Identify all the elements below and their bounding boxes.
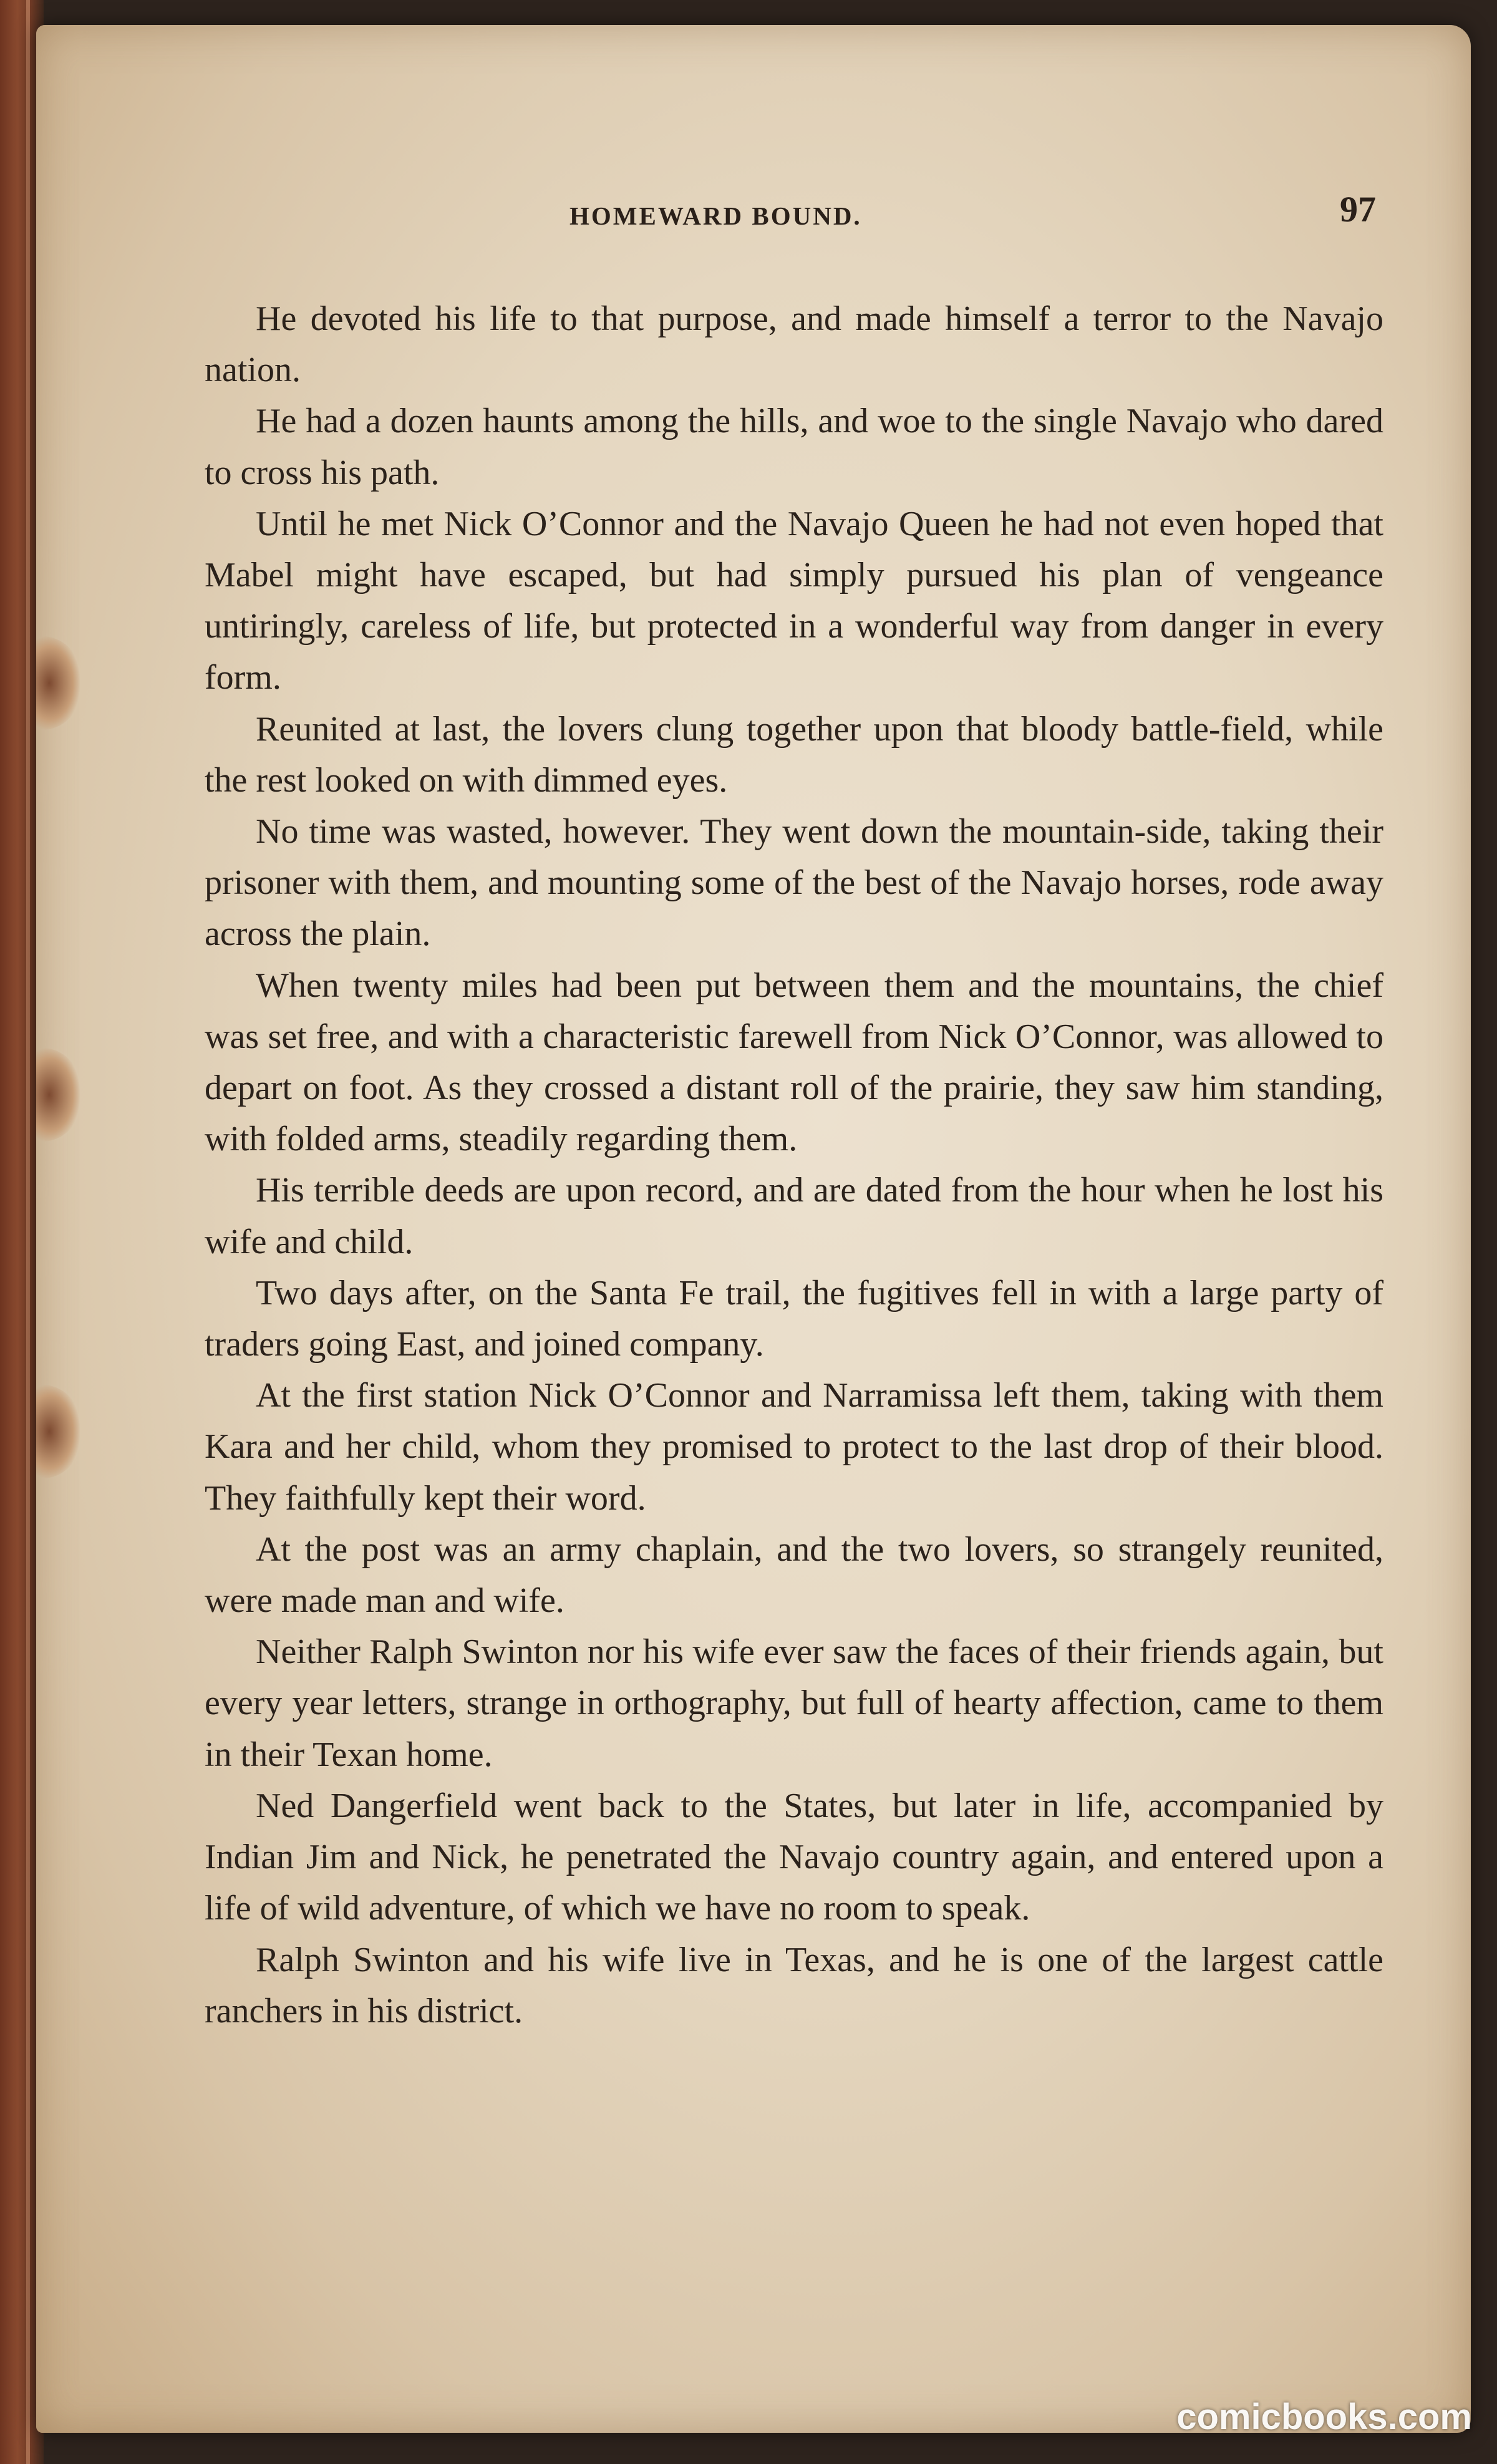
paragraph: He devoted his life to that purpose, and made himself a terror to the Navajo nation. [205,299,1383,390]
paragraph: Ned Dangerfield went back to the States, but later in life, accompanied by Indian Jim and Nick, he penetrated the Navajo country again, and entered upon a life of wild adventure, of which we have no room to speak. [205,1786,1383,1928]
page-tear-mark [36,636,80,730]
paragraph: Neither Ralph Swinton nor his wife ever saw the faces of their friends again, but every year letters, strange in orthography, but full of hearty affection, came to them in their Texan home. [205,1632,1383,1774]
page-body-text [205,293,1383,2037]
page-tear-mark [36,1048,80,1142]
site-watermark: comicbooks.com [1176,2397,1472,2437]
paragraph: Ralph Swinton and his wife live in Texas, and he is one of the largest cattle ranchers in his district. [205,1940,1383,2030]
paragraph: When twenty miles had been put between them and the mountains, the chief was set free, and with a characteristic farewell from Nick O’Connor, was allowed to depart on foot. As they crossed a distant roll of the prairie, they saw him standing, with folded arms, steadily regarding them. [205,966,1383,1159]
page-number: 97 [1340,189,1376,230]
paragraph: Two days after, on the Santa Fe trail, the fugitives fell in with a large party of traders going East, and joined company. [205,1273,1383,1364]
running-title: HOMEWARD BOUND. [569,201,862,230]
paragraph: At the post was an army chaplain, and the two lovers, so strangely reunited, were made man and wife. [205,1530,1383,1621]
paragraph: His terrible deeds are upon record, and are dated from the hour when he lost his wife and child. [205,1171,1383,1261]
paragraph: Reunited at last, the lovers clung together upon that bloody battle-field, while the rest looked on with dimmed eyes. [205,709,1383,800]
running-header [36,188,1471,238]
paragraph: He had a dozen haunts among the hills, and woe to the single Navajo who dared to cross his path. [205,402,1383,492]
book-page [36,25,1471,2433]
binding-edge-line [26,0,30,2464]
page-tear-mark [36,1385,80,1478]
paragraph: No time was wasted, however. They went down the mountain-side, taking their prisoner with them, and mounting some of the best of the Navajo horses, rode away across the plain. [205,812,1383,954]
paragraph: Until he met Nick O’Connor and the Navajo Queen he had not even hoped that Mabel might have escaped, but had simply pursued his plan of vengeance untiringly, careless of life, but protected in a wonderful way from danger in every form. [205,504,1383,697]
paragraph: At the first station Nick O’Connor and Narramissa left them, taking with them Kara and her child, whom they promised to protect to the last drop of their blood. They faithfully kept their word. [205,1376,1383,1518]
